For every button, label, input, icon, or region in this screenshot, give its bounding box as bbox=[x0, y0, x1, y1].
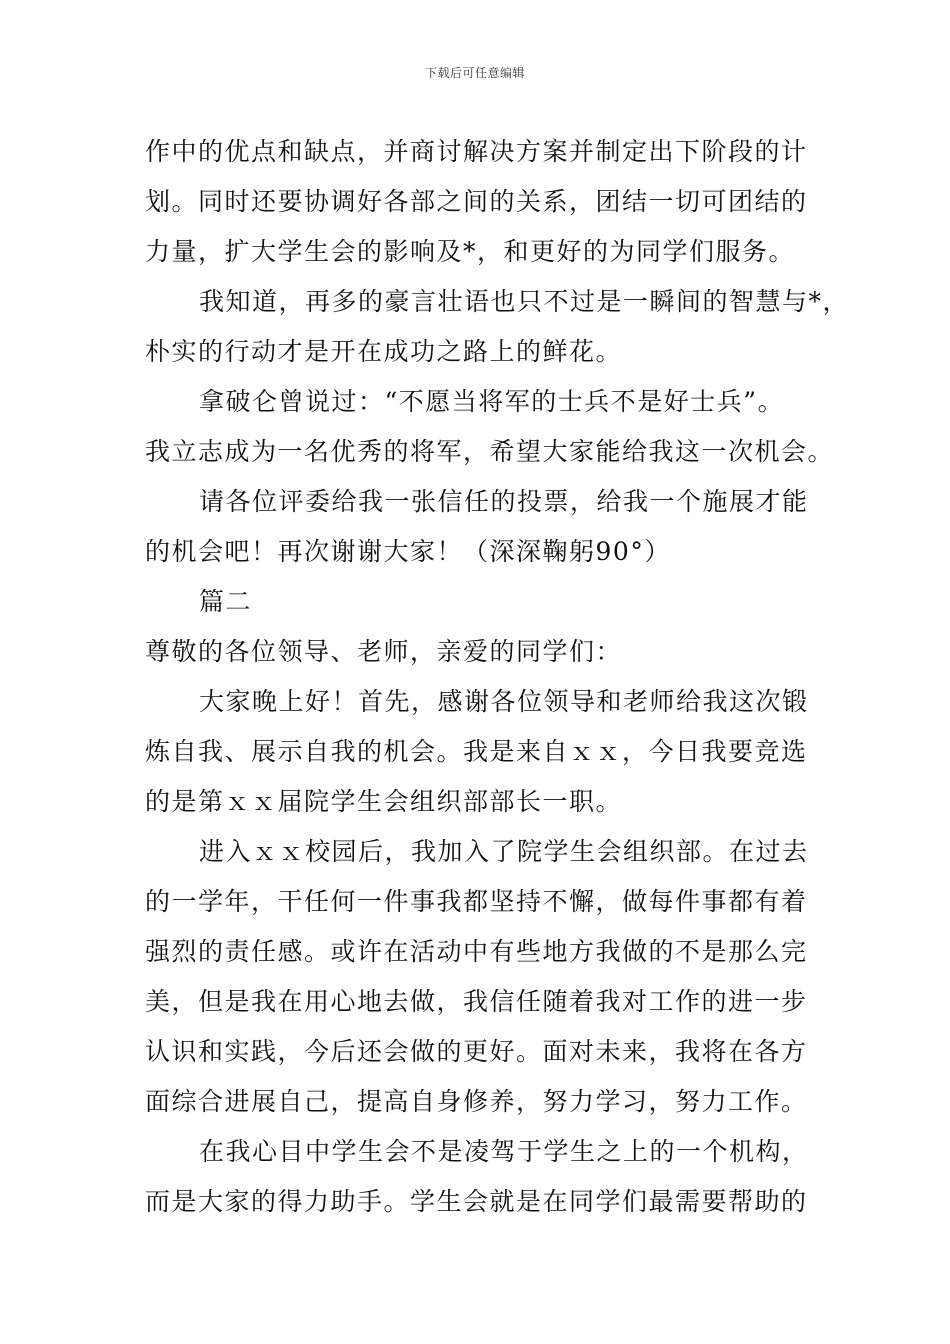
text-line: 我知道，再多的豪言壮语也只不过是一瞬间的智慧与*， bbox=[199, 287, 850, 316]
text-line: 大家晚上好！首先，感谢各位领导和老师给我这次锻 bbox=[199, 687, 809, 716]
text-line: 拿破仑曾说过：“不愿当将军的士兵不是好士兵”。 bbox=[199, 387, 785, 416]
text-line: 作中的优点和缺点，并商讨解决方案并制定出下阶段的计 bbox=[145, 137, 808, 166]
document-body bbox=[145, 127, 850, 1227]
text-line: 炼自我、展示自我的机会。我是来自ｘｘ，今日我要竞选 bbox=[145, 737, 808, 766]
text-line: 面综合进展自己，提高自身修养，努力学习，努力工作。 bbox=[145, 1087, 808, 1116]
text-line: 我立志成为一名优秀的将军，希望大家能给我这一次机会。 bbox=[145, 437, 835, 466]
text-line: 的一学年，干任何一件事我都坚持不懈，做每件事都有着 bbox=[145, 887, 808, 916]
page-header: 下载后可任意编辑 bbox=[424, 66, 525, 80]
text-line: 划。同时还要协调好各部之间的关系，团结一切可团结的 bbox=[145, 187, 808, 216]
text-line: 的是第ｘｘ届院学生会组织部部长一职。 bbox=[145, 787, 623, 816]
text-line: 在我心目中学生会不是凌驾于学生之上的一个机构， bbox=[199, 1137, 809, 1166]
text-line: 朴实的行动才是开在成功之路上的鲜花。 bbox=[145, 337, 623, 366]
text-line: 美，但是我在用心地去做，我信任随着我对工作的进一步 bbox=[145, 987, 808, 1016]
text-line: 而是大家的得力助手。学生会就是在同学们最需要帮助的 bbox=[145, 1187, 808, 1216]
text-line: 进入ｘｘ校园后，我加入了院学生会组织部。在过去 bbox=[199, 837, 809, 866]
text-line: 请各位评委给我一张信任的投票，给我一个施展才能 bbox=[199, 487, 809, 516]
text-line: 认识和实践，今后还会做的更好。面对未来，我将在各方 bbox=[145, 1037, 808, 1066]
section-heading: 篇二 bbox=[199, 587, 253, 616]
text-line: 力量，扩大学生会的影响及*，和更好的为同学们服务。 bbox=[145, 237, 796, 266]
salutation: 尊敬的各位领导、老师，亲爱的同学们： bbox=[145, 637, 623, 666]
text-line: 的机会吧！再次谢谢大家！（深深鞠躬90°） bbox=[145, 537, 671, 566]
text-line: 强烈的责任感。或许在活动中有些地方我做的不是那么完 bbox=[145, 937, 808, 966]
